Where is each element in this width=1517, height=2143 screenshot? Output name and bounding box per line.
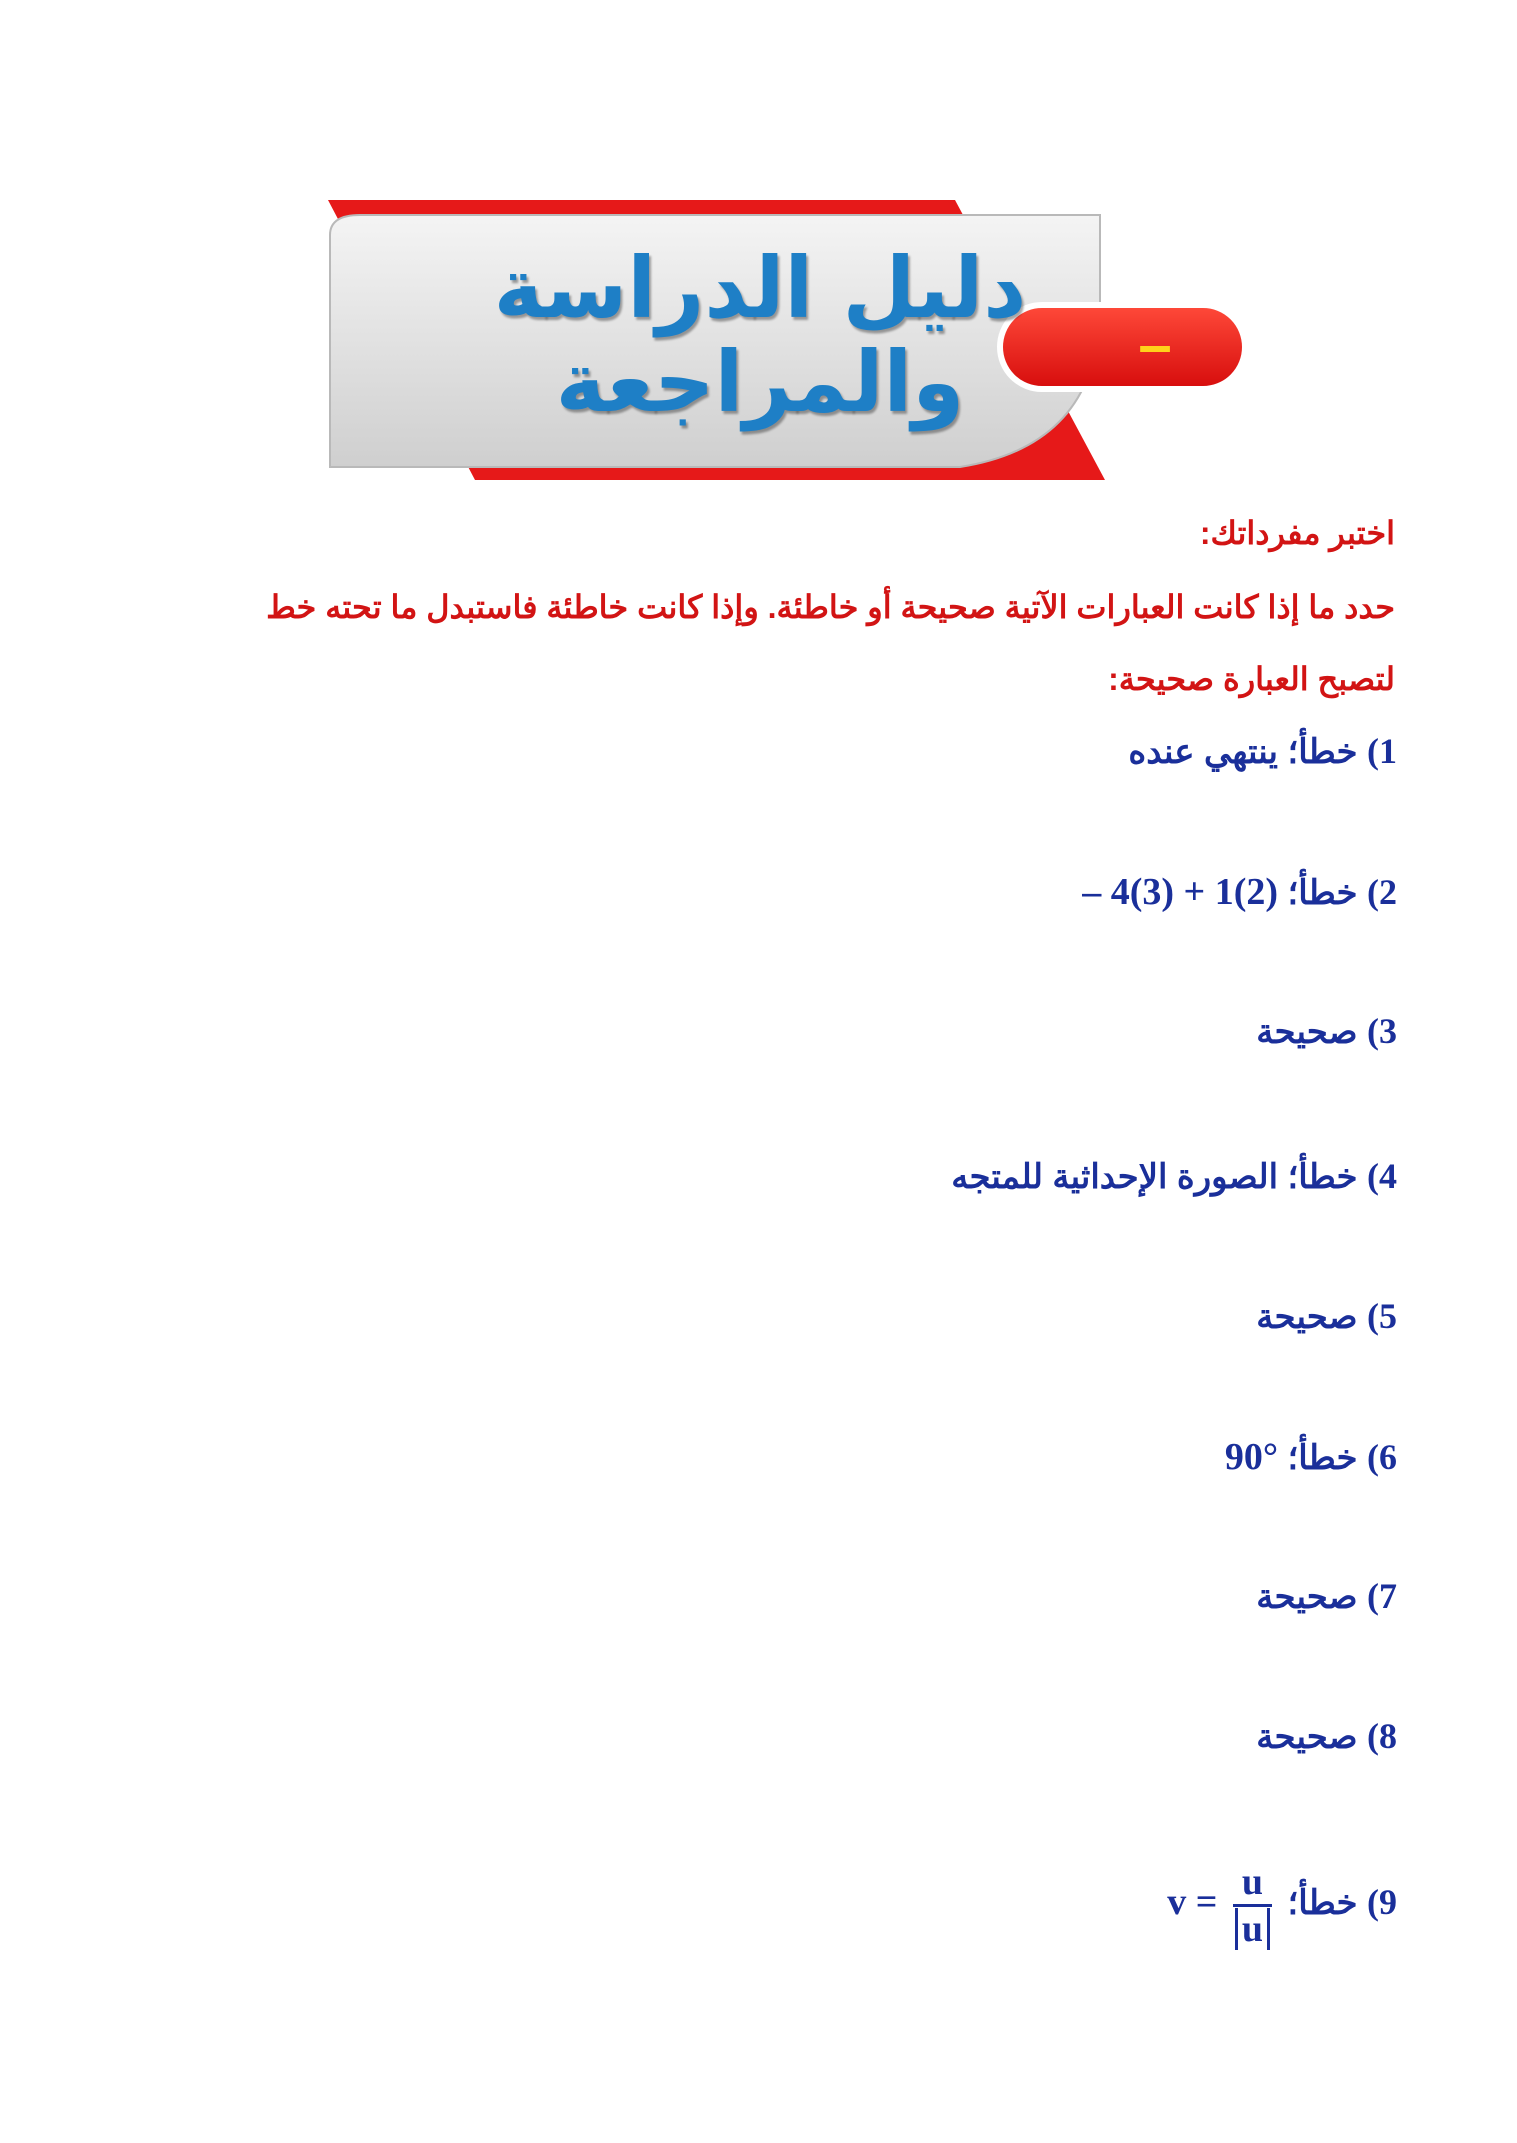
banner-title-line-2: والمراجعة bbox=[555, 333, 965, 431]
instructions-line-2: لتصبح العبارة صحيحة: bbox=[1108, 661, 1395, 697]
formula-lhs: v = bbox=[1167, 1881, 1218, 1924]
answer-text: صحيحة bbox=[1256, 1298, 1358, 1336]
fraction-denominator bbox=[1233, 1907, 1272, 1951]
answer-number: 8) bbox=[1367, 1716, 1397, 1756]
answer-number: 6) bbox=[1367, 1437, 1397, 1477]
answer-math: – 4(3) + 1(2) bbox=[1082, 871, 1279, 913]
answer-text: خطأ؛ ينتهي عنده bbox=[1128, 733, 1358, 771]
answer-number: 4) bbox=[1367, 1156, 1397, 1196]
answer-text: خطأ؛ bbox=[1287, 874, 1358, 912]
instructions-line-1: حدد ما إذا كانت العبارات الآتية صحيحة أو خاطئة. وإذا كانت خاطئة فاستبدل ما تحته خط bbox=[266, 589, 1395, 625]
section-mark: – bbox=[1138, 311, 1172, 378]
answer-number: 3) bbox=[1367, 1011, 1397, 1051]
answer-item-1 bbox=[1128, 730, 1397, 772]
answer-number: 1) bbox=[1367, 731, 1397, 771]
answer-text: خطأ؛ bbox=[1287, 1439, 1358, 1477]
banner-title-line-1: دليل الدراسة bbox=[493, 239, 1027, 337]
answer-text: صحيحة bbox=[1256, 1578, 1358, 1616]
answer-item-9 bbox=[1167, 1860, 1397, 1970]
answer-text: صحيحة bbox=[1256, 1013, 1358, 1051]
answer-number: 2) bbox=[1367, 872, 1397, 912]
answer-number: 9) bbox=[1367, 1882, 1397, 1923]
answer-item-6 bbox=[1225, 1435, 1397, 1479]
answer-item-3 bbox=[1256, 1010, 1397, 1052]
answer-number: 5) bbox=[1367, 1296, 1397, 1336]
instructions-heading: اختبر مفرداتك: bbox=[1199, 515, 1395, 551]
section-header-banner bbox=[300, 185, 1280, 505]
fraction-numerator: u bbox=[1233, 1860, 1272, 1907]
answer-math: 90° bbox=[1224, 1436, 1279, 1478]
answer-item-2 bbox=[1082, 870, 1397, 914]
answer-item-4 bbox=[951, 1155, 1397, 1197]
magnitude-bars: u bbox=[1235, 1908, 1270, 1950]
formula-fraction bbox=[1233, 1860, 1272, 1951]
answer-text: خطأ؛ الصورة الإحداثية للمتجه bbox=[951, 1158, 1358, 1196]
answer-number: 7) bbox=[1367, 1576, 1397, 1616]
answer-item-5 bbox=[1256, 1295, 1397, 1337]
answer-item-7 bbox=[1256, 1575, 1397, 1617]
answer-math-formula bbox=[1167, 1860, 1278, 1951]
answer-item-8 bbox=[1256, 1715, 1397, 1757]
answer-text: صحيحة bbox=[1256, 1718, 1358, 1756]
answer-text: خطأ؛ bbox=[1287, 1884, 1358, 1923]
